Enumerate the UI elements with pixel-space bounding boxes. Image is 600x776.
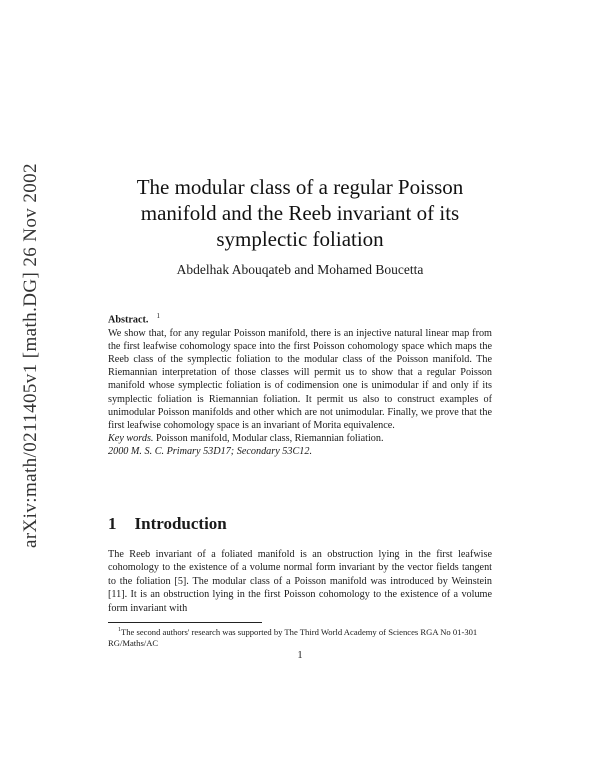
abstract-footnote-mark: 1 — [156, 312, 160, 320]
paper-title: The modular class of a regular Poisson manifold and the Reeb invariant of its symplectic foliation — [136, 175, 464, 251]
section-title: Introduction — [134, 514, 227, 533]
page-number: 1 — [297, 650, 303, 661]
keywords-label: Key words. — [108, 433, 154, 445]
abstract-heading: Abstract. — [108, 314, 149, 326]
abstract-body: We show that, for any regular Poisson manifold, there is an injective natural linear map from the first leafwise cohomology space into the first Poisson cohomology space which maps the Reeb class of the symplectic foliation to the modular class of the Poisson manifold. The Riemannian interpretation of those classes will permit us to show that a regular Poisson manifold whose symplectic foliation is of codimension one is unimodular if and only if its symplectic foliation is Riemannian foliation. It permit us also to construct examples of unimodular Poisson manifolds and other which are not unimodular. Finally, we prove that the first leafwise cohomology space is an invariant of Morita equivalence. — [108, 327, 492, 432]
section-number: 1 — [108, 514, 117, 533]
section-heading-introduction — [108, 514, 227, 534]
footnote-mark: 1 — [118, 627, 121, 633]
arxiv-identifier: arXiv:math/0211405v1 [math.DG] 26 Nov 2002 — [20, 163, 41, 548]
abstract-block — [108, 310, 492, 459]
introduction-paragraph: The Reeb invariant of a foliated manifold is an obstruction lying in the first leafwise cohomology to the existence of a volume normal form invariant by the vector fields tangent to the foliation [5]. The modular class of a Poisson manifold was introduced by Weinstein [11]. It is an obstruction lying in the first Poisson cohomology to the existence of a volume form invariant with — [108, 549, 492, 614]
keywords-line — [108, 432, 492, 445]
footnote — [108, 625, 492, 649]
footnote-divider — [108, 622, 262, 623]
footnote-text: The second authors' research was supported by The Third World Academy of Sciences RGA No 01-301 RG/Maths/AC — [108, 626, 478, 648]
keywords-text: Poisson manifold, Modular class, Riemannian foliation. — [156, 433, 384, 445]
paper-authors: Abdelhak Abouqateb and Mohamed Boucetta — [176, 262, 424, 277]
msc-classification: 2000 M. S. C. Primary 53D17; Secondary 53C12. — [108, 446, 313, 458]
